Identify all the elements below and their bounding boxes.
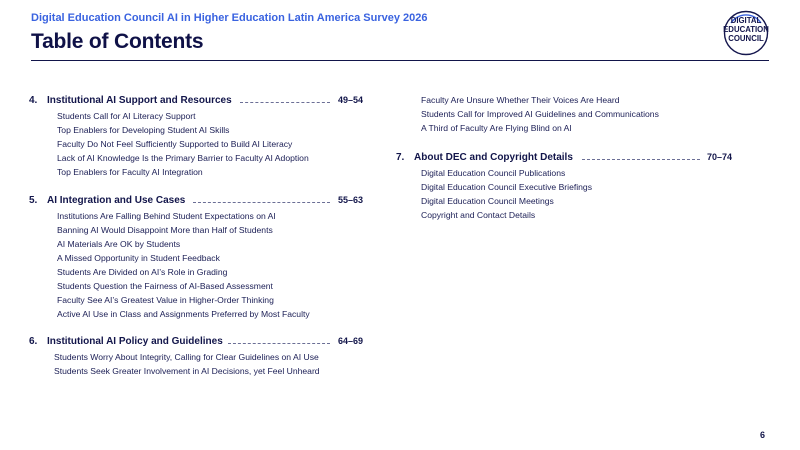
section-number: 5.	[29, 195, 38, 206]
toc-item[interactable]: Students Question the Fairness of AI-Based Assessment	[57, 281, 273, 291]
toc-item[interactable]: Copyright and Contact Details	[421, 210, 536, 220]
toc-item[interactable]: Students Are Divided on AI’s Role in Grading	[57, 267, 228, 277]
section-number: 4.	[29, 95, 38, 106]
toc-item[interactable]: Faculty See AI’s Greatest Value in Higher-Order Thinking	[57, 295, 274, 305]
toc-item[interactable]: Students Worry About Integrity, Calling for Clear Guidelines on AI Use	[54, 352, 319, 362]
toc-item[interactable]: Students Call for AI Literacy Support	[57, 111, 196, 121]
toc-section-6	[29, 336, 369, 378]
section-items	[421, 166, 741, 222]
logo-line-1: DIGITAL	[730, 16, 762, 25]
section-title[interactable]: About DEC and Copyright Details	[414, 152, 573, 163]
toc-section-4	[29, 95, 369, 179]
logo-text	[723, 17, 769, 43]
toc-item[interactable]: Students Call for Improved AI Guidelines and Communications	[421, 109, 659, 119]
toc-section-heading[interactable]	[29, 336, 369, 350]
section-items	[54, 350, 369, 378]
toc-section-heading[interactable]	[29, 95, 369, 109]
toc-item[interactable]: A Missed Opportunity in Student Feedback	[57, 253, 220, 263]
section-pages: 55–63	[338, 195, 364, 205]
page-title: Table of Contents	[31, 30, 204, 53]
logo-line-3: COUNCIL	[728, 33, 764, 43]
leader-line	[582, 159, 700, 160]
toc-item[interactable]: A Third of Faculty Are Flying Blind on AI	[421, 123, 572, 133]
section-pages: 49–54	[338, 95, 364, 105]
toc-item[interactable]: Banning AI Would Disappoint More than Half of Students	[57, 225, 273, 235]
toc-item[interactable]: Digital Education Council Meetings	[421, 196, 554, 206]
section-title[interactable]: Institutional AI Policy and Guidelines	[47, 336, 223, 347]
toc-section-heading[interactable]	[396, 152, 741, 166]
header-divider	[31, 60, 769, 61]
toc-item[interactable]: Top Enablers for Developing Student AI Skills	[57, 125, 230, 135]
report-subtitle: Digital Education Council AI in Higher Education Latin America Survey 2026	[31, 12, 428, 24]
toc-item[interactable]: Digital Education Council Publications	[421, 168, 566, 178]
section-items	[57, 109, 369, 179]
toc-item[interactable]: Students Seek Greater Involvement in AI Decisions, yet Feel Unheard	[54, 366, 320, 376]
dec-logo	[723, 10, 769, 56]
section-number: 7.	[396, 152, 405, 163]
logo-line-2: EDUCATION	[723, 24, 769, 34]
section-title[interactable]: Institutional AI Support and Resources	[47, 95, 232, 106]
toc-section-5	[29, 195, 369, 321]
leader-line	[228, 343, 330, 344]
leader-line	[240, 102, 330, 103]
toc-item[interactable]: Active AI Use in Class and Assignments Preferred by Most Faculty	[57, 309, 310, 319]
toc-section-7	[396, 152, 741, 222]
toc-section-6-continued	[421, 93, 659, 135]
section-pages: 70–74	[707, 152, 733, 162]
section-items	[421, 93, 659, 135]
toc-item[interactable]: AI Materials Are OK by Students	[57, 239, 181, 249]
section-title[interactable]: AI Integration and Use Cases	[47, 195, 186, 206]
toc-item[interactable]: Top Enablers for Faculty AI Integration	[57, 167, 203, 177]
page-number: 6	[760, 430, 766, 440]
toc-item[interactable]: Faculty Are Unsure Whether Their Voices Are Heard	[421, 95, 620, 105]
toc-item[interactable]: Lack of AI Knowledge Is the Primary Barrier to Faculty AI Adoption	[57, 153, 309, 163]
toc-item[interactable]: Institutions Are Falling Behind Student Expectations on AI	[57, 211, 276, 221]
section-pages: 64–69	[338, 336, 364, 346]
toc-section-heading[interactable]	[29, 195, 369, 209]
toc-item[interactable]: Faculty Do Not Feel Sufficiently Supported to Build AI Literacy	[57, 139, 293, 149]
section-number: 6.	[29, 336, 38, 347]
leader-line	[193, 202, 330, 203]
section-items	[57, 209, 369, 321]
toc-item[interactable]: Digital Education Council Executive Briefings	[421, 182, 593, 192]
